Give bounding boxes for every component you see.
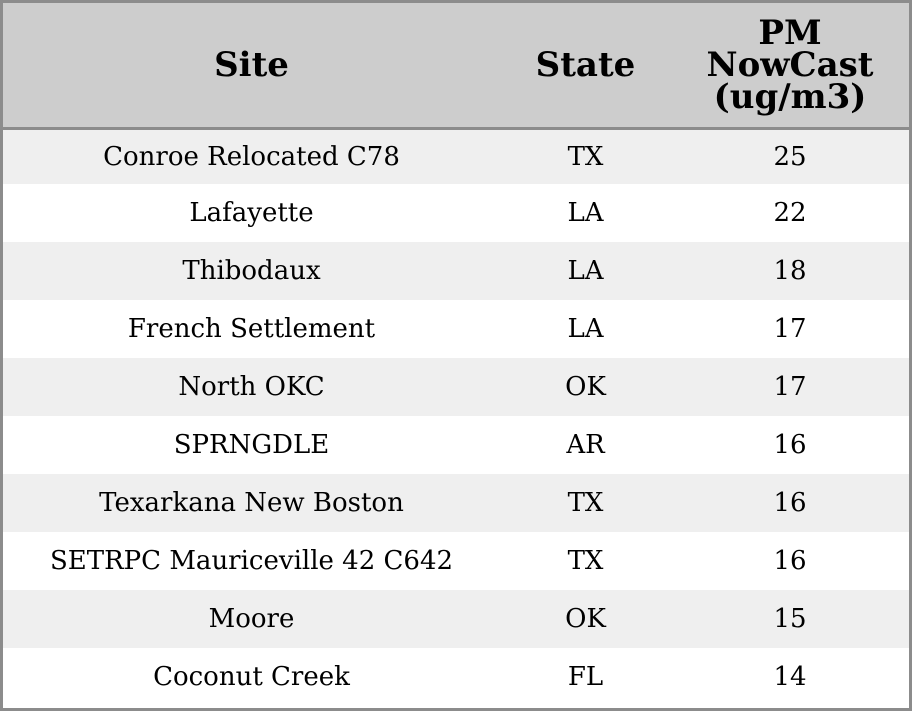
cell-state: LA (567, 256, 604, 286)
cell-state: LA (567, 314, 604, 344)
cell-site: Coconut Creek (153, 662, 350, 692)
data-table (3, 3, 909, 706)
cell-pm: 16 (773, 430, 807, 460)
cell-site: Moore (208, 604, 295, 634)
cell-pm: 18 (773, 256, 807, 286)
table-row (3, 590, 909, 648)
cell-pm: 22 (773, 198, 807, 228)
cell-pm: 15 (773, 604, 807, 634)
table-row (3, 358, 909, 416)
cell-site: French Settlement (127, 314, 376, 344)
table-row (3, 648, 909, 706)
cell-site: Conroe Relocated C78 (103, 141, 400, 172)
header-pm-line1: PM (758, 12, 822, 53)
header-pm-line2: NowCast (706, 44, 874, 85)
cell-pm: 17 (773, 372, 807, 402)
header-state: State (500, 3, 671, 128)
cell-state: TX (567, 141, 604, 172)
header-row (3, 3, 909, 128)
table-body (3, 128, 909, 706)
cell-state: FL (567, 662, 604, 692)
cell-state: TX (567, 546, 604, 576)
cell-pm: 14 (773, 662, 807, 692)
cell-state: OK (565, 372, 606, 402)
table-row (3, 474, 909, 532)
cell-pm: 16 (773, 546, 807, 576)
cell-state: AR (566, 430, 605, 460)
cell-state: TX (567, 488, 604, 518)
cell-pm: 17 (773, 314, 807, 344)
cell-site: Thibodaux (182, 256, 321, 286)
table-row (3, 300, 909, 358)
table-row (3, 184, 909, 242)
cell-state: OK (565, 604, 606, 634)
header-site: Site (3, 3, 500, 128)
table-row (3, 242, 909, 300)
cell-pm: 25 (773, 141, 807, 172)
header-pm-line3: (ug/m3) (713, 76, 867, 117)
cell-state: LA (567, 198, 604, 228)
table-header (3, 3, 909, 128)
header-pm-nowcast (671, 3, 909, 128)
cell-site: SPRNGDLE (173, 430, 330, 460)
cell-site: Texarkana New Boston (99, 488, 404, 518)
cell-site: North OKC (178, 372, 325, 402)
cell-site: SETRPC Mauriceville 42 C642 (49, 546, 454, 576)
cell-site: Lafayette (189, 198, 314, 228)
table-row (3, 532, 909, 590)
table-row (3, 128, 909, 184)
table-row (3, 416, 909, 474)
cell-pm: 16 (773, 488, 807, 518)
